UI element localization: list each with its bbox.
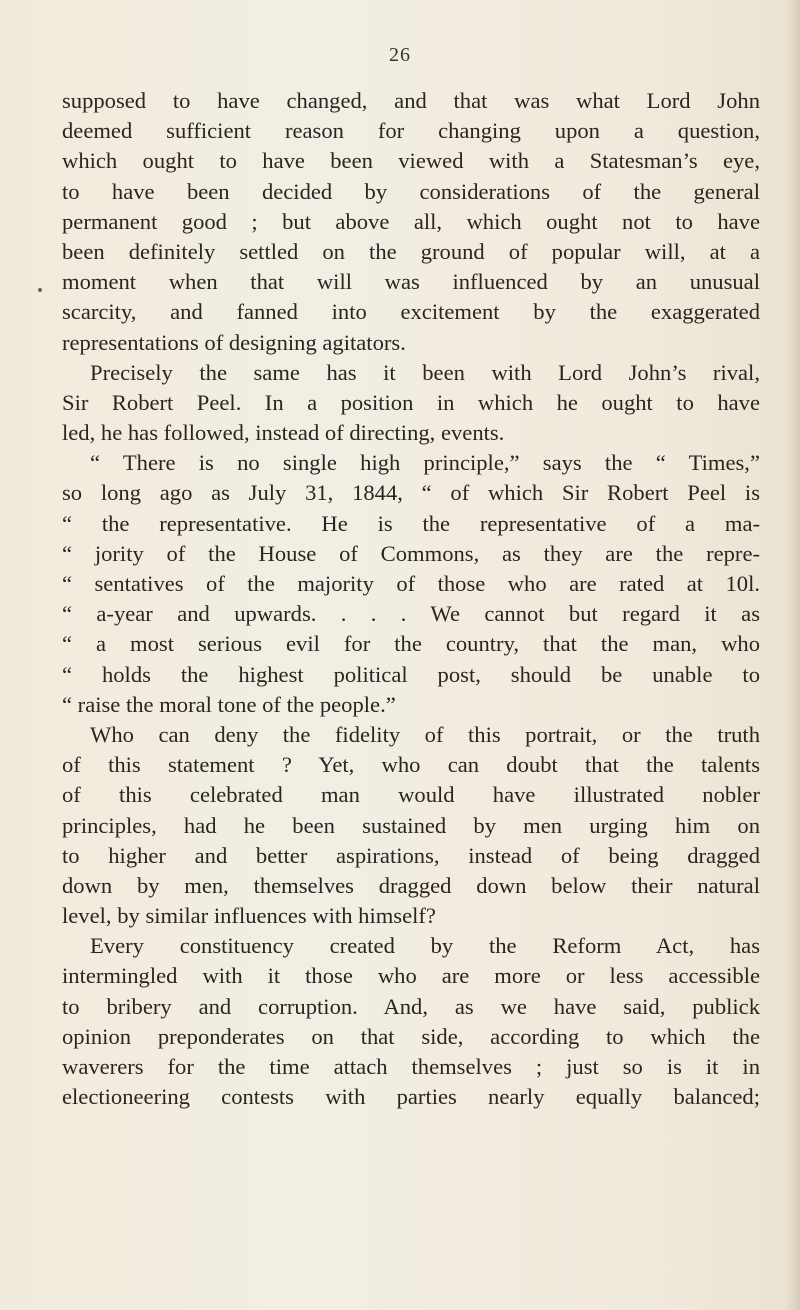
text-line: intermingled with it those who are more or less accessible (62, 963, 760, 989)
text-line: of this celebrated man would have illustrated nobler (62, 782, 760, 808)
text-line: scarcity, and fanned into excitement by the exaggerated (62, 299, 760, 325)
text-line: deemed sufficient reason for changing upon a question, (62, 118, 760, 144)
text-line: “ holds the highest political post, should be unable to (62, 661, 760, 687)
text-line: principles, had he been sustained by men urging him on (62, 812, 760, 838)
text-line: permanent good ; but above all, which ought not to have (62, 208, 760, 234)
text-line: to have been decided by considerations of the general (62, 178, 760, 204)
text-line: Sir Robert Peel. In a position in which he ought to have (62, 389, 760, 415)
text-line: of this statement ? Yet, who can doubt that the talents (62, 752, 760, 778)
text-line: representations of designing agitators. (62, 329, 406, 355)
margin-mark (38, 288, 42, 292)
text-line: “ There is no single high principle,” says the “ Times,” (90, 450, 760, 476)
text-line: “ the representative. He is the representative of a ma- (62, 510, 760, 536)
text-line: opinion preponderates on that side, according to which the (62, 1023, 760, 1049)
text-line: led, he has followed, instead of directing, events. (62, 420, 505, 446)
text-line: so long ago as July 31, 1844, “ of which Sir Robert Peel is (62, 480, 760, 506)
text-line: waverers for the time attach themselves ; just so is it in (62, 1054, 760, 1079)
text-line: supposed to have changed, and that was what Lord John (62, 88, 760, 113)
text-line: moment when that will was influenced by an unusual (62, 269, 760, 295)
text-line: Every constituency created by the Reform Act, has (90, 933, 760, 959)
body-text (62, 86, 760, 1112)
text-line: Who can deny the fidelity of this portrait, or the truth (90, 721, 760, 747)
page-edge-shadow (786, 0, 800, 1310)
text-line: “ raise the moral tone of the people.” (62, 691, 396, 717)
text-line: which ought to have been viewed with a Statesman’s eye, (62, 148, 760, 174)
text-line: “ jority of the House of Commons, as they are the repre- (62, 540, 760, 566)
text-line: Precisely the same has it been with Lord John’s rival, (90, 359, 760, 385)
text-line: to higher and better aspirations, instead of being dragged (62, 842, 760, 868)
text-line: down by men, themselves dragged down below their natural (62, 872, 760, 898)
text-line: been definitely settled on the ground of popular will, at a (62, 238, 760, 264)
text-line: “ sentatives of the majority of those who are rated at 10l. (62, 571, 760, 596)
text-line: “ a-year and upwards. . . . We cannot but regard it as (62, 601, 760, 627)
text-line: to bribery and corruption. And, as we have said, publick (62, 993, 760, 1019)
text-line: electioneering contests with parties nearly equally balanced; (62, 1084, 760, 1110)
text-line: level, by similar influences with himself? (62, 903, 436, 929)
text-line: “ a most serious evil for the country, that the man, who (62, 631, 760, 657)
page-number: 26 (389, 44, 411, 66)
